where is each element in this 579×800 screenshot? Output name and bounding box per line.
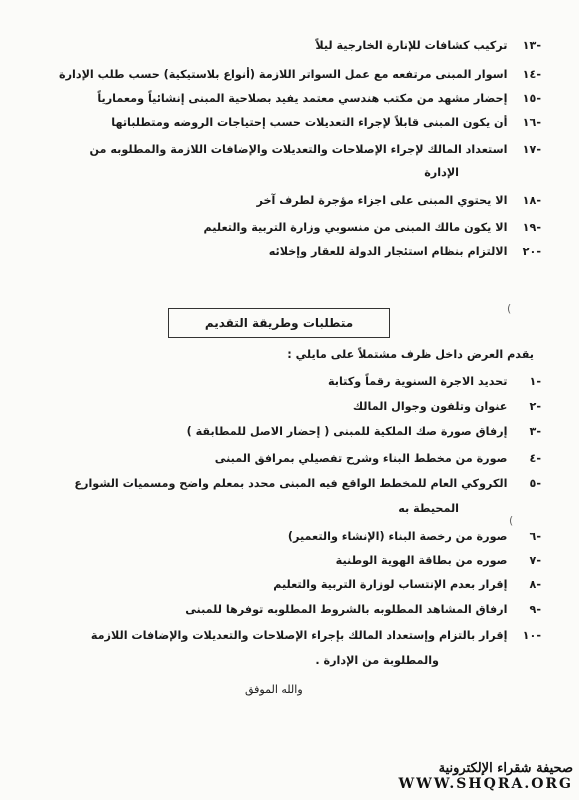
- item-number: -٢: [529, 400, 541, 413]
- punch-hole-mark: (: [509, 514, 514, 527]
- item-text: صورة من رخصة البناء (الإنشاء والتعمير): [287, 530, 508, 543]
- item-text: اسوار المبنى مرتفعه مع عمل السواتر اللازمة (أنواع بلاستيكية) حسب طلب الإدارة: [58, 68, 508, 81]
- item-number: -١٠: [522, 629, 541, 642]
- list-item: [24, 244, 541, 259]
- item-number: -٧: [529, 554, 541, 567]
- list-item: [24, 399, 541, 414]
- list-item-continuation: المحيطة به: [398, 502, 459, 515]
- item-text: إقرار بعدم الإنتساب لوزارة التربية والتعليم: [273, 578, 508, 591]
- list-item: [24, 142, 541, 157]
- list-item: [24, 577, 541, 592]
- section-title: متطلبات وطريقة التقديم: [168, 308, 390, 338]
- list-item: [24, 91, 541, 106]
- item-number: -٨: [529, 578, 541, 591]
- list-item-continuation: الإدارة: [424, 166, 459, 179]
- list-item: [24, 38, 541, 53]
- item-text: إقرار بالتزام وإستعداد المالك بإجراء الإصلاحات والتعديلات والإضافات اللازمة: [90, 629, 508, 642]
- item-text: صورة من مخطط البناء وشرح تفصيلي بمرافق المبنى: [214, 452, 508, 465]
- list-item: [24, 476, 541, 491]
- list-item: [24, 220, 541, 235]
- item-number: -١٤: [522, 68, 541, 81]
- item-number: -١: [529, 375, 541, 388]
- item-number: -٥: [529, 477, 541, 490]
- list-item: [24, 193, 541, 208]
- list-item: [24, 529, 541, 544]
- closing-text: والله الموفق: [245, 683, 303, 696]
- item-text: عنوان وتلفون وجوال المالك: [352, 400, 508, 413]
- item-number: -١٨: [522, 194, 541, 207]
- punch-hole-mark: (: [507, 302, 512, 315]
- item-text: تحديد الاجرة السنوية رقماً وكتابة: [328, 375, 508, 388]
- list-item: [24, 451, 541, 466]
- list-item-continuation: والمطلوبة من الإدارة .: [315, 654, 439, 667]
- item-number: -١٣: [522, 39, 541, 52]
- item-number: -٣: [529, 425, 541, 438]
- item-text: الا يحتوي المبنى على اجزاء مؤجرة لطرف آخر: [256, 194, 508, 207]
- item-number: -٤: [529, 452, 541, 465]
- item-number: -١٥: [522, 92, 541, 105]
- item-text: إرفاق صورة صك الملكية للمبنى ( إحضار الاصل للمطابقة ): [186, 425, 508, 438]
- list-item: [24, 374, 541, 389]
- item-text: الا يكون مالك المبنى من منسوبي وزارة التربية والتعليم: [203, 221, 508, 234]
- item-text: الالتزام بنظام استئجار الدولة للعقار وإخلائه: [268, 245, 508, 258]
- list-item: [24, 553, 541, 568]
- watermark-url: WWW.SHQRA.ORG: [398, 776, 573, 792]
- list-item: [24, 424, 541, 439]
- list-item: [24, 628, 541, 643]
- item-text: ارفاق المشاهد المطلوبه بالشروط المطلوبه توفرها للمبنى: [185, 603, 508, 616]
- item-text: استعداد المالك لإجراء الإصلاحات والتعديلات والإضافات اللازمة والمطلوبه من: [89, 143, 508, 156]
- list-item: [24, 602, 541, 617]
- item-number: -١٩: [522, 221, 541, 234]
- item-text: إحضار مشهد من مكتب هندسي معتمد يفيد بصلاحية المبنى إنشائياً ومعمارياً: [97, 92, 508, 105]
- list-item: [24, 67, 541, 82]
- list-item: [24, 115, 541, 130]
- watermark-arabic: صحيفة شقراء الإلكترونية: [438, 761, 573, 776]
- item-text: تركيب كشافات للإنارة الخارجية ليلاً: [315, 39, 508, 52]
- item-text: أن يكون المبنى قابلاً لإجراء التعديلات حسب إحتياجات الروضه ومتطلباتها: [111, 116, 508, 129]
- item-number: -١٦: [522, 116, 541, 129]
- intro-text: يقدم العرض داخل ظرف مشتملاً على مايلي :: [287, 348, 534, 361]
- item-number: -٦: [529, 530, 541, 543]
- item-number: -٩: [529, 603, 541, 616]
- item-number: -١٧: [522, 143, 541, 156]
- item-number: -٢٠: [522, 245, 541, 258]
- item-text: صوره من بطاقة الهوية الوطنية: [335, 554, 508, 567]
- item-text: الكروكي العام للمخطط الواقع فيه المبنى محدد بمعلم واضح ومسميات الشوارع: [74, 477, 508, 490]
- site-watermark: [398, 761, 573, 792]
